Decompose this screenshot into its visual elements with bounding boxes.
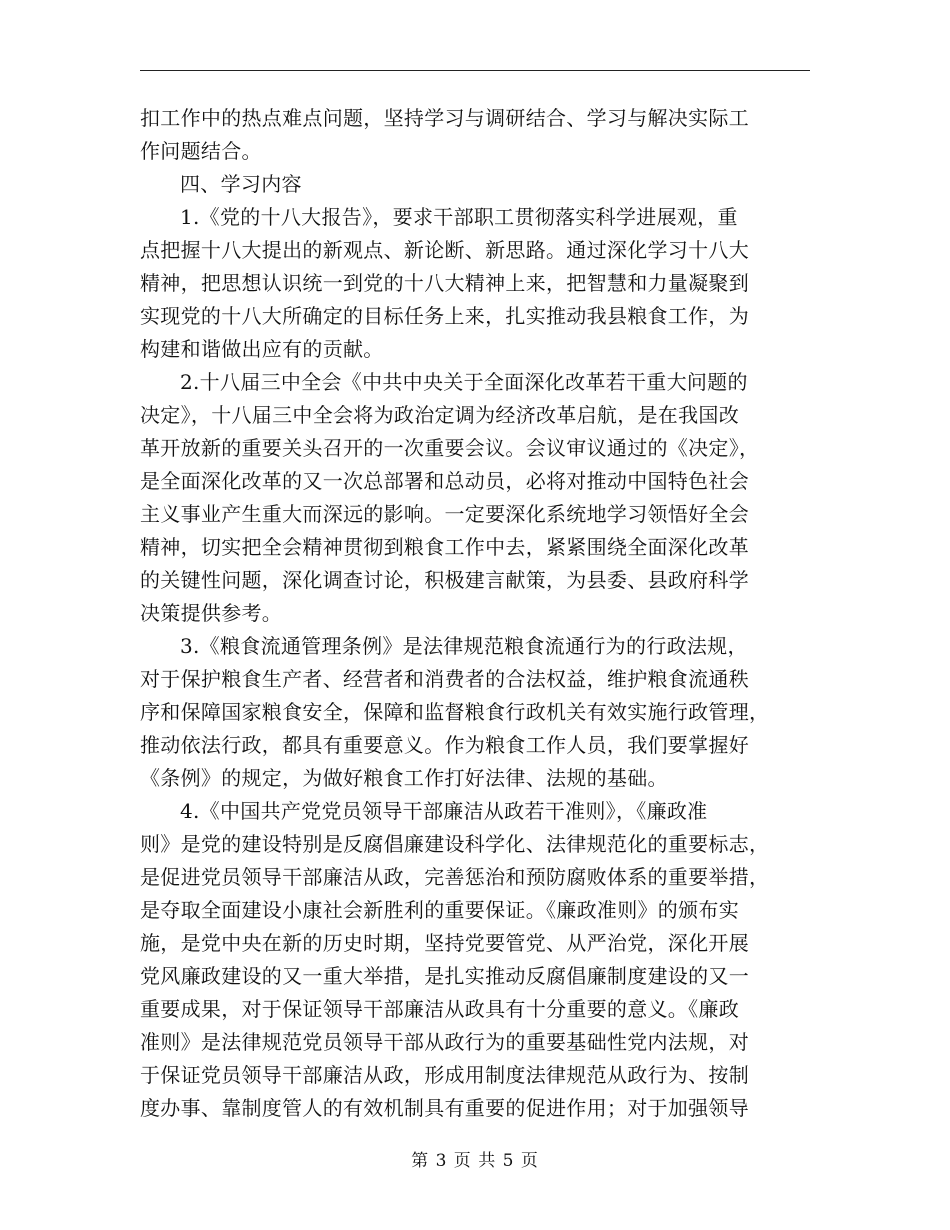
text-line: 是夺取全面建设小康社会新胜利的重要保证。《廉政准则》的颁布实 (140, 898, 739, 922)
text-line: 决定》，十八届三中全会将为政治定调为经济改革启航，是在我国改 (140, 403, 739, 427)
page-footer (0, 1146, 950, 1171)
text-line: 党风廉政建设的又一重大举措，是扎实推动反腐倡廉制度建设的又一 (140, 964, 749, 988)
text-line: 实现党的十八大所确定的目标任务上来，扎实推动我县粮食工作，为 (140, 304, 749, 328)
text-line: 革开放新的重要关头召开的一次重要会议。会议审议通过的《决定》， (140, 436, 760, 460)
text-line: 精神，切实把全会精神贯彻到粮食工作中去，紧紧围绕全面深化改革 (140, 535, 749, 559)
text-line: 度办事、靠制度管人的有效机制具有重要的促进作用；对于加强领导 (140, 1096, 749, 1120)
text-line: 重要成果，对于保证领导干部廉洁从政具有十分重要的意义。《廉政 (140, 997, 739, 1021)
text-line: 准则》是法律规范党员领导干部从政行为的重要基础性党内法规，对 (140, 1030, 749, 1054)
text-line: 是全面深化改革的又一次总部署和总动员，必将对推动中国特色社会 (140, 469, 749, 493)
text-line: 是促进党员领导干部廉洁从政，完善惩治和预防腐败体系的重要举措， (140, 865, 770, 889)
text-line: 于保证党员领导干部廉洁从政，形成用制度法律规范从政行为、按制 (140, 1063, 749, 1087)
text-line: 点把握十八大提出的新观点、新论断、新思路。通过深化学习十八大 (140, 238, 749, 262)
text-line: 3.《粮食流通管理条例》是法律规范粮食流通行为的行政法规， (180, 634, 748, 658)
text-line: 主义事业产生重大而深远的影响。一定要深化系统地学习领悟好全会 (140, 502, 749, 526)
document-body (140, 102, 810, 1125)
text-line: 构建和谐做出应有的贡献。 (140, 337, 384, 361)
text-line: 则》是党的建设特别是反腐倡廉建设科学化、法律规范化的重要标志， (140, 832, 770, 856)
text-line: 推动依法行政，都具有重要意义。作为粮食工作人员，我们要掌握好 (140, 733, 749, 757)
text-line: 对于保护粮食生产者、经营者和消费者的合法权益，维护粮食流通秩 (140, 667, 749, 691)
text-line: 扣工作中的热点难点问题，坚持学习与调研结合、学习与解决实际工 (140, 106, 749, 130)
text-line: 4.《中国共产党党员领导干部廉洁从政若干准则》，《廉政准 (180, 799, 708, 823)
text-line: 1.《党的十八大报告》，要求干部职工贯彻落实科学进展观，重 (180, 205, 738, 229)
page-number-label: 第 3 页 共 5 页 (411, 1151, 539, 1171)
text-line: 施，是党中央在新的历史时期，坚持党要管党、从严治党，深化开展 (140, 931, 749, 955)
text-line: 的关键性问题，深化调查讨论，积极建言献策，为县委、县政府科学 (140, 568, 749, 592)
text-line: 《条例》的规定，为做好粮食工作打好法律、法规的基础。 (140, 766, 668, 790)
text-line: 决策提供参考。 (140, 601, 283, 625)
text-line: 精神，把思想认识统一到党的十八大精神上来，把智慧和力量凝聚到 (140, 271, 749, 295)
text-line: 四、学习内容 (180, 172, 302, 196)
text-line: 序和保障国家粮食安全，保障和监督粮食行政机关有效实施行政管理， (140, 700, 770, 724)
text-line: 作问题结合。 (140, 139, 262, 163)
header-rule (140, 70, 810, 71)
text-line: 2.十八届三中全会《中共中央关于全面深化改革若干重大问题的 (180, 370, 748, 394)
